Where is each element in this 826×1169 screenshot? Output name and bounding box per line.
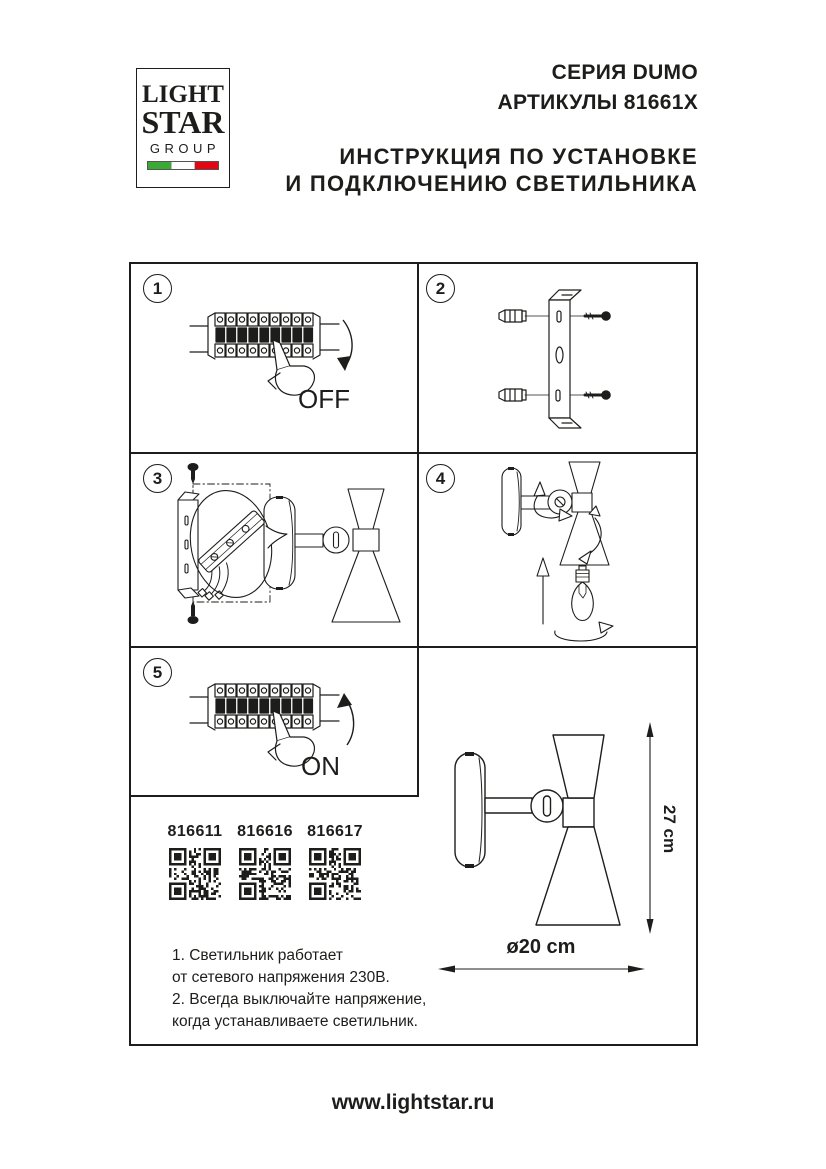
rotate-arrow-icon	[555, 622, 613, 641]
qr-code	[169, 848, 221, 900]
article-code: 816611	[167, 823, 223, 840]
instruction-title-line2: И ПОДКЛЮЧЕНИЮ СВЕТИЛЬНИКА	[285, 171, 698, 197]
lamp-arm	[485, 798, 532, 813]
step4-number: 4	[435, 468, 446, 488]
qr-code	[239, 848, 291, 900]
screw-icon	[188, 463, 199, 484]
circuit-breaker-off-drawing	[131, 264, 417, 452]
diameter-dimension	[438, 966, 645, 973]
shade-top-cone	[553, 735, 604, 798]
note-line: 2. Всегда выключайте напряжение,	[172, 991, 427, 1008]
instruction-title-line1: ИНСТРУКЦИЯ ПО УСТАНОВКЕ	[339, 143, 698, 169]
qr-item	[168, 823, 222, 900]
note-line: 1. Светильник работает	[172, 947, 343, 964]
articles-title: АРТИКУЛЫ 81661X	[497, 91, 698, 115]
circuit-breaker-on-drawing	[131, 648, 417, 795]
website-url: www.lightstar.ru	[331, 1091, 495, 1114]
qr-code	[309, 848, 361, 900]
swivel-joint	[531, 790, 563, 822]
step4-badge	[426, 464, 455, 493]
screw-icon	[585, 391, 610, 399]
step1-number: 1	[152, 278, 163, 298]
note-line: от сетевого напряжения 230В.	[172, 969, 390, 986]
step4-panel	[419, 454, 696, 646]
products-panel	[131, 797, 427, 1044]
anchor-icon	[499, 310, 526, 322]
header	[285, 58, 698, 198]
height-label: 27 cm	[660, 804, 679, 854]
step3-panel	[131, 454, 417, 646]
article-code: 816617	[307, 823, 363, 840]
screw-icon	[585, 312, 610, 320]
arrow-up-icon	[537, 558, 549, 624]
qr-list	[168, 823, 362, 900]
step2-number: 2	[435, 278, 446, 298]
screw-icon	[188, 601, 199, 624]
lightstar-logo	[136, 68, 230, 188]
shade-bottom-cone	[332, 551, 400, 622]
logo-text-light: LIGHT	[142, 81, 224, 108]
step3-badge	[143, 464, 172, 493]
lamp-adjust-drawing	[419, 454, 696, 646]
canopy-mounting-drawing	[131, 454, 417, 646]
step5-badge	[143, 658, 172, 687]
logo-text-group: GROUP	[149, 141, 221, 157]
step3-number: 3	[152, 468, 163, 488]
wall-bracket-drawing	[419, 264, 696, 452]
off-label: OFF	[298, 384, 350, 414]
arrow-down-icon	[337, 356, 351, 371]
instruction-title	[285, 143, 698, 198]
dimensions-panel	[419, 648, 696, 1044]
lamp-arm	[295, 534, 323, 547]
qr-item	[308, 823, 362, 900]
italy-flag-icon	[147, 161, 219, 170]
qr-item	[238, 823, 292, 900]
diameter-label: ø20 cm	[506, 936, 576, 958]
instruction-grid	[129, 262, 698, 1046]
step5-number: 5	[152, 662, 163, 682]
on-label: ON	[301, 751, 340, 781]
anchor-icon	[499, 389, 526, 401]
step2-panel	[419, 264, 696, 452]
height-dimension	[647, 722, 654, 934]
logo-text-star: STAR	[141, 104, 225, 140]
shade-top-cone	[348, 489, 384, 529]
series-title: СЕРИЯ DUMO	[551, 61, 698, 84]
shade-bottom-cone	[536, 827, 620, 925]
step5-panel	[131, 648, 417, 795]
swivel-joint	[323, 527, 349, 553]
step1-badge	[143, 274, 172, 303]
note-line: когда устанавливаете светильник.	[172, 1013, 418, 1030]
step2-badge	[426, 274, 455, 303]
lamp-dimensions-drawing	[419, 648, 696, 1044]
shade-top-cone	[569, 462, 600, 493]
bulb-icon	[572, 566, 594, 621]
safety-notes	[172, 945, 426, 1033]
step1-panel	[131, 264, 417, 452]
article-code: 816616	[237, 823, 293, 840]
